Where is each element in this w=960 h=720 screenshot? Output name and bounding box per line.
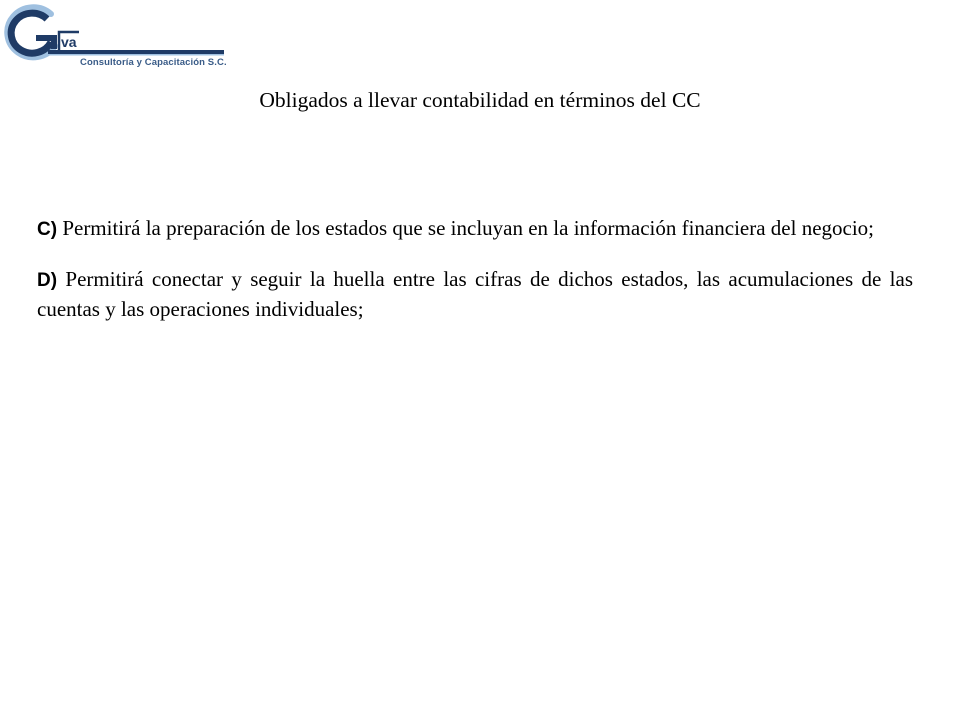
paragraph-d [37,265,913,324]
paragraph-d-text: Permitirá conectar y seguir la huella entre las cifras de dichos estados, las acumulaciones de las cuentas y las operaciones individuales; [37,267,913,321]
paragraph-d-marker: D) [37,270,58,291]
logo-caption: Consultoría y Capacitación S.C. [80,57,227,68]
paragraph-c-text: Permitirá la preparación de los estados que se incluyan en la información financiera del negocio; [57,216,875,240]
slide-body [37,214,913,324]
slide-title: Obligados a llevar contabilidad en términos del CC [259,88,701,112]
paragraph-c-marker: C) [37,219,58,240]
logo-sub-letters: va [61,34,77,50]
company-logo [4,4,228,70]
paragraph-c [37,214,913,244]
